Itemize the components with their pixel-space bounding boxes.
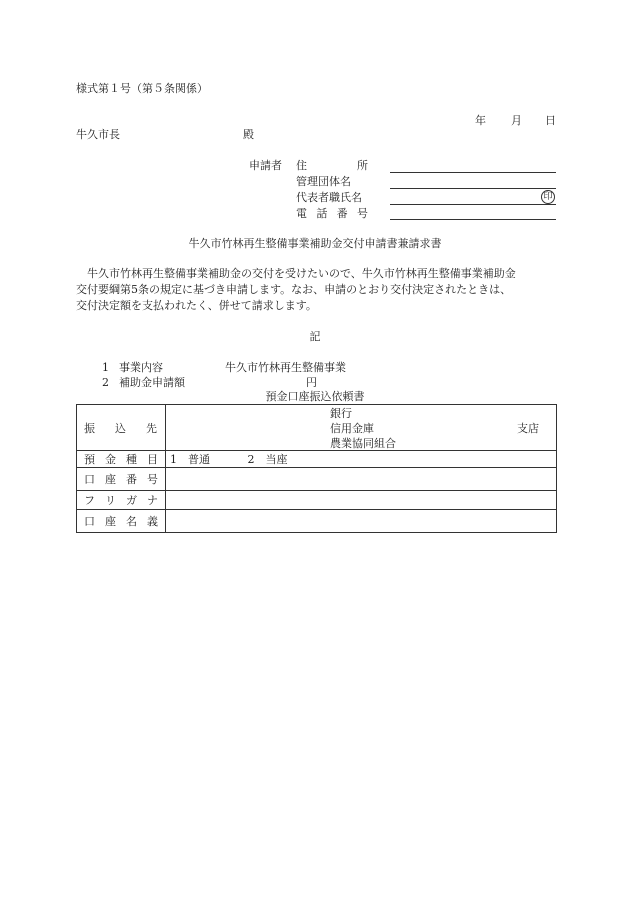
field-phone-label (296, 207, 368, 220)
char: 番 (126, 473, 137, 486)
header-furigana-text (77, 492, 165, 508)
char: 義 (147, 515, 158, 528)
char: ナ (147, 494, 158, 507)
bank-section-title: 預金口座振込依頼書 (265, 390, 365, 403)
item-1-number: 1 (102, 361, 109, 374)
field-address-label (296, 159, 368, 172)
document-title: 牛久市竹林再生整備事業補助金交付申請書兼請求書 (188, 237, 442, 250)
field-group-name-label: 管理団体名 (296, 175, 351, 188)
phone-input-line[interactable] (390, 219, 556, 220)
header-deposit-type-text (77, 451, 165, 467)
institution-shinkin: 信用金庫 (330, 422, 374, 435)
header-account-holder-text (77, 513, 165, 529)
item-2-yen-unit: 円 (306, 376, 317, 389)
furigana-cell[interactable] (166, 491, 557, 510)
header-account-number-text (77, 471, 165, 487)
honorific: 殿 (243, 128, 254, 141)
char: 名 (126, 515, 137, 528)
representative-input-line[interactable] (390, 204, 556, 205)
char: 目 (147, 453, 158, 466)
ki-heading: 記 (309, 330, 321, 343)
char: 振 (84, 421, 95, 435)
char: リ (105, 494, 116, 507)
date-month-label: 月 (511, 114, 522, 127)
char: 番 (336, 207, 348, 220)
char: 号 (147, 473, 158, 486)
date-day-label: 日 (545, 114, 556, 127)
institution-bank: 銀行 (330, 407, 352, 420)
table-row (77, 468, 557, 491)
item-1-value: 牛久市竹林再生整備事業 (225, 361, 346, 374)
char: 号 (356, 207, 368, 220)
char: 先 (146, 421, 157, 435)
body-line-1: 牛久市竹林再生整備事業補助金の交付を受けたいので、牛久市竹林再生整備事業補助金 (76, 267, 516, 280)
header-account-holder (77, 510, 166, 533)
char: 座 (105, 473, 116, 486)
body-line-2: 交付要綱第5条の規定に基づき申請します。なお、申請のとおり交付決定されたときは、 (76, 283, 512, 296)
table-row (77, 451, 557, 468)
option-ordinary[interactable]: 1 普通 (170, 453, 210, 466)
header-deposit-type (77, 451, 166, 468)
header-transfer-to-text (77, 420, 165, 436)
addressee: 牛久市長 (76, 128, 120, 141)
char: 所 (357, 159, 368, 172)
char: 座 (105, 515, 116, 528)
char: 口 (84, 515, 95, 528)
table-row (77, 510, 557, 533)
char: 預 (84, 453, 95, 466)
date-year-label: 年 (475, 114, 486, 127)
header-transfer-to (77, 405, 166, 451)
header-furigana (77, 491, 166, 510)
table-row (77, 491, 557, 510)
address-input-line[interactable] (390, 172, 556, 173)
char: フ (84, 494, 95, 507)
applicant-label: 申請者 (249, 159, 282, 172)
option-current[interactable]: 2 当座 (247, 453, 288, 466)
item-1-label: 事業内容 (119, 361, 163, 374)
char: 種 (126, 453, 137, 466)
group-name-input-line[interactable] (390, 188, 556, 189)
form-number: 様式第１号（第５条関係） (76, 82, 208, 95)
item-2-label: 補助金申請額 (119, 376, 185, 389)
char: ガ (126, 494, 137, 507)
char: 住 (296, 159, 307, 172)
body-line-3: 交付決定額を支払われたく、併せて請求します。 (76, 299, 317, 312)
char: 込 (115, 421, 126, 435)
deposit-type-cell[interactable] (166, 451, 557, 468)
char: 金 (105, 453, 116, 466)
header-account-number (77, 468, 166, 491)
bank-transfer-table (76, 404, 557, 533)
char: 話 (316, 207, 328, 220)
institution-ja: 農業協同組合 (330, 437, 396, 450)
item-2-number: 2 (102, 376, 109, 389)
transfer-to-cell[interactable] (166, 405, 557, 451)
char: 口 (84, 473, 95, 486)
bank-institution-box (166, 405, 556, 450)
branch-label: 支店 (517, 422, 539, 435)
char: 電 (296, 207, 307, 220)
seal-mark: 印 (541, 190, 555, 204)
table-row (77, 405, 557, 451)
account-holder-cell[interactable] (166, 510, 557, 533)
field-representative-label: 代表者職氏名 (296, 191, 362, 204)
account-number-cell[interactable] (166, 468, 557, 491)
